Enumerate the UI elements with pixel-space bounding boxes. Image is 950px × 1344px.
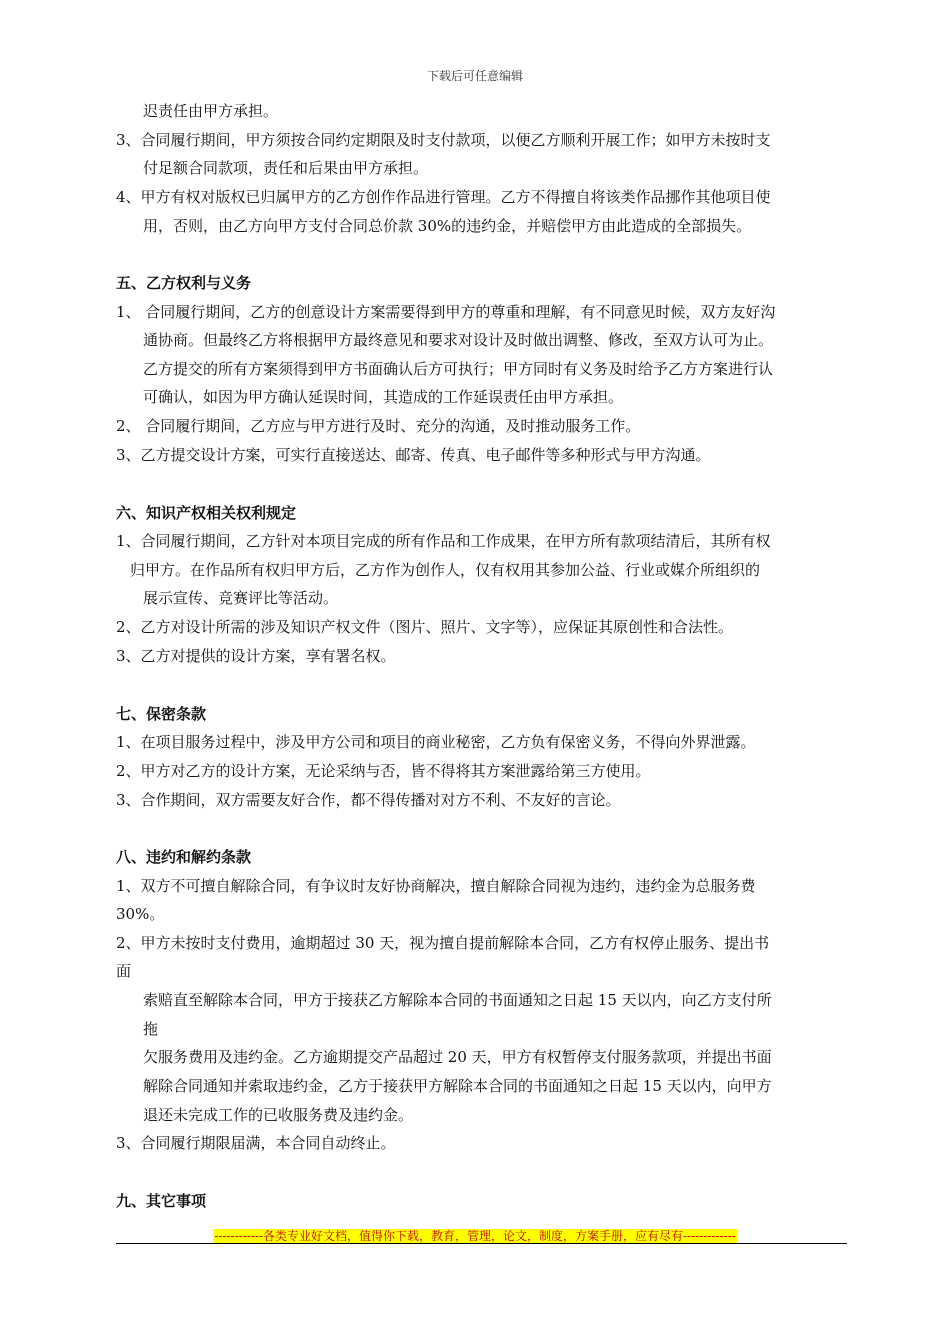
paragraph-line: 通协商。但最终乙方将根据甲方最终意见和要求对设计及时做出调整、修改，至双方认可为止。 <box>143 331 774 349</box>
paragraph-line: 1、 合同履行期间，乙方的创意设计方案需要得到甲方的尊重和理解，有不同意见时候，双方友好沟 <box>116 303 776 321</box>
paragraph-line: 2、甲方未按时支付费用，逾期超过 30 天，视为擅自提前解除本合同，乙方有权停止服务、提出书 <box>116 934 770 952</box>
paragraph-line: 2、 合同履行期间，乙方应与甲方进行及时、充分的沟通，及时推动服务工作。 <box>116 417 641 435</box>
paragraph-line: 索赔直至解除本合同，甲方于接获乙方解除本合同的书面通知之日起 15 天以内，向乙方支付所 <box>143 991 772 1009</box>
paragraph-line: 3、合同履行期限届满，本合同自动终止。 <box>116 1134 396 1152</box>
paragraph-line: 迟责任由甲方承担。 <box>143 102 279 120</box>
section-heading: 五、乙方权利与义务 <box>116 274 252 292</box>
header-note: 下载后可任意编辑 <box>426 69 523 83</box>
section-heading: 七、保密条款 <box>116 705 207 723</box>
paragraph-line: 退还未完成工作的已收服务费及违约金。 <box>143 1106 414 1124</box>
paragraph-line: 1、在项目服务过程中，涉及甲方公司和项目的商业秘密，乙方负有保密义务，不得向外界泄露。 <box>116 733 756 751</box>
paragraph-line: 归甲方。在作品所有权归甲方后，乙方作为创作人，仅有权用其参加公益、行业或媒介所组织的 <box>130 561 761 579</box>
paragraph-line: 拖 <box>143 1020 159 1038</box>
paragraph-line: 展示宣传、竞赛评比等活动。 <box>143 589 339 607</box>
paragraph-line: 欠服务费用及违约金。乙方逾期提交产品超过 20 天，甲方有权暂停支付服务款项，并提出书面 <box>143 1048 772 1066</box>
paragraph-line: 2、甲方对乙方的设计方案，无论采纳与否，皆不得将其方案泄露给第三方使用。 <box>116 762 651 780</box>
footer-divider <box>116 1243 847 1244</box>
paragraph-line: 3、合作期间，双方需要友好合作，都不得传播对对方不利、不友好的言论。 <box>116 791 621 809</box>
paragraph-line: 乙方提交的所有方案须得到甲方书面确认后方可执行；甲方同时有义务及时给予乙方方案进行认 <box>143 360 774 378</box>
paragraph-line: 4、甲方有权对版权已归属甲方的乙方创作作品进行管理。乙方不得擅自将该类作品挪作其他项目使 <box>116 188 771 206</box>
paragraph-line: 30%。 <box>116 905 165 923</box>
section-heading: 九、其它事项 <box>116 1192 207 1210</box>
paragraph-line: 面 <box>116 962 132 980</box>
section-heading: 六、知识产权相关权利规定 <box>116 504 297 522</box>
paragraph-line: 3、乙方提交设计方案，可实行直接送达、邮寄、传真、电子邮件等多种形式与甲方沟通。 <box>116 446 711 464</box>
footer-banner <box>0 1225 950 1244</box>
paragraph-line: 解除合同通知并索取违约金，乙方于接获甲方解除本合同的书面通知之日起 15 天以内，向甲方 <box>143 1077 772 1095</box>
section-heading: 八、违约和解约条款 <box>116 848 252 866</box>
footer-banner-text: ------------各类专业好文档，值得你下载，教育，管理，论文，制度，方案手册，应有尽有------------- <box>214 1229 736 1243</box>
paragraph-line: 1、双方不可擅自解除合同，有争议时友好协商解决，擅自解除合同视为违约，违约金为总服务费 <box>116 877 756 895</box>
paragraph-line: 付足额合同款项，责任和后果由甲方承担。 <box>143 159 429 177</box>
paragraph-line: 用，否则，由乙方向甲方支付合同总价款 30%的违约金，并赔偿甲方由此造成的全部损失。 <box>143 217 752 235</box>
paragraph-line: 可确认，如因为甲方确认延误时间，其造成的工作延误责任由甲方承担。 <box>143 388 624 406</box>
paragraph-line: 3、乙方对提供的设计方案，享有署名权。 <box>116 647 396 665</box>
paragraph-line: 3、合同履行期间，甲方须按合同约定期限及时支付款项，以便乙方顺利开展工作；如甲方未按时支 <box>116 131 771 149</box>
paragraph-line: 1、合同履行期间，乙方针对本项目完成的所有作品和工作成果，在甲方所有款项结清后，其所有权 <box>116 532 771 550</box>
paragraph-line: 2、乙方对设计所需的涉及知识产权文件（图片、照片、文字等），应保证其原创性和合法性。 <box>116 618 734 636</box>
